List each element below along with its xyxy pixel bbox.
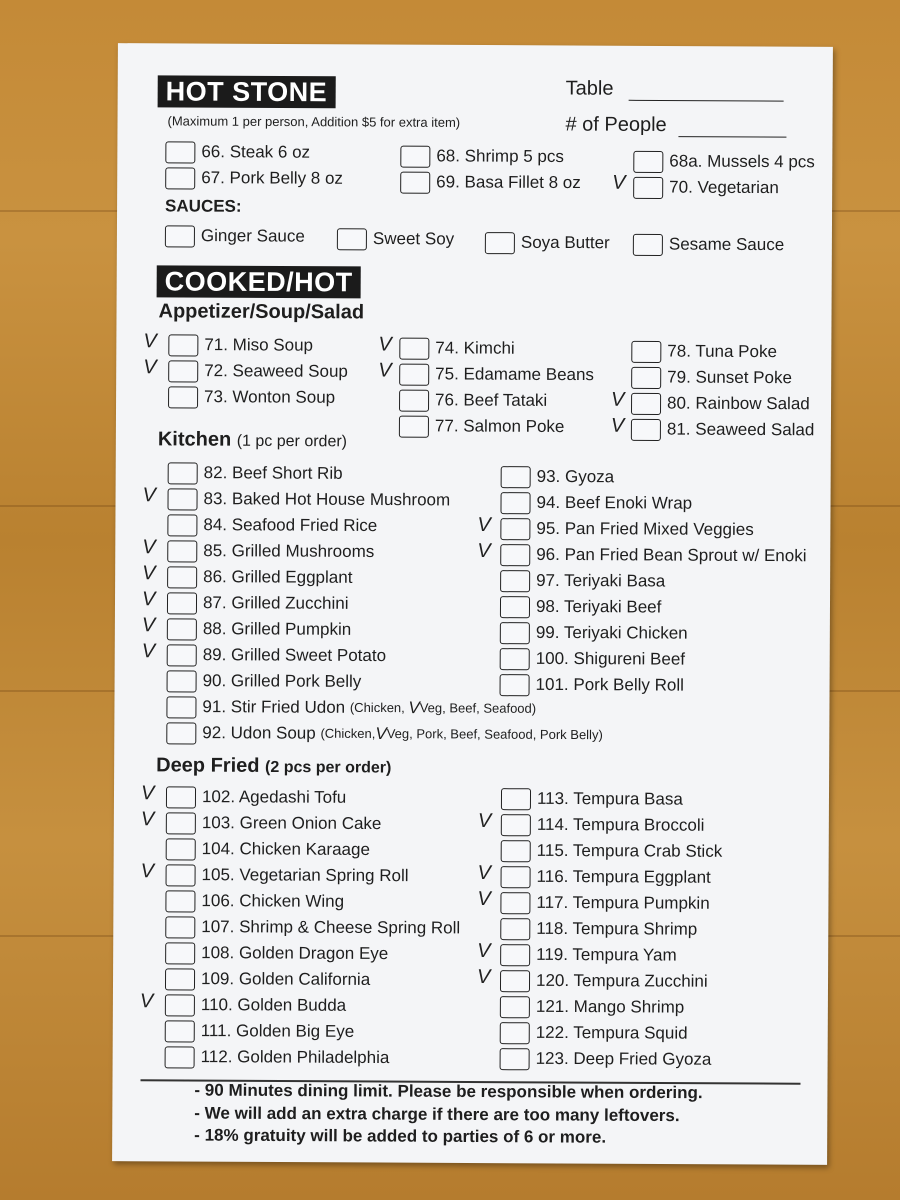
list-item[interactable]: 123. Deep Fried Gyoza	[500, 1046, 712, 1071]
checkbox[interactable]	[165, 1046, 195, 1068]
list-item[interactable]: 101. Pork Belly Roll	[500, 672, 684, 697]
checkbox[interactable]	[167, 670, 197, 692]
checkbox[interactable]	[167, 644, 197, 666]
list-item[interactable]: 112. Golden Philadelphia	[165, 1044, 390, 1069]
people-field[interactable]	[565, 113, 786, 137]
checkbox[interactable]	[485, 232, 515, 254]
checkbox[interactable]	[500, 518, 530, 540]
list-item[interactable]: 108. Golden Dragon Eye	[165, 940, 388, 965]
checkbox[interactable]	[500, 570, 530, 592]
veg-mark-icon: V	[143, 356, 157, 379]
checkbox[interactable]	[500, 970, 530, 992]
checkbox[interactable]	[337, 228, 367, 250]
checkbox[interactable]	[500, 596, 530, 618]
veg-mark-icon: V	[610, 414, 625, 437]
list-item[interactable]: 89. Grilled Sweet Potato	[167, 642, 386, 667]
table-field[interactable]	[566, 77, 784, 101]
checkbox[interactable]	[500, 492, 530, 514]
list-item[interactable]: 95. Pan Fried Mixed Veggies	[500, 516, 753, 541]
checkbox[interactable]	[167, 540, 197, 562]
checkbox[interactable]	[633, 233, 663, 255]
checkbox[interactable]	[168, 334, 198, 356]
checkbox[interactable]	[501, 840, 531, 862]
checkbox[interactable]	[399, 415, 429, 437]
veg-mark-icon: V	[476, 966, 491, 989]
checkbox[interactable]	[165, 141, 195, 163]
list-item[interactable]: 88. Grilled Pumpkin	[167, 616, 351, 641]
veg-mark-icon: V	[408, 698, 420, 718]
checkbox[interactable]	[631, 392, 661, 414]
checkbox[interactable]	[500, 648, 530, 670]
checkbox[interactable]	[168, 360, 198, 382]
list-item[interactable]: 66. Steak 6 oz	[165, 139, 310, 164]
list-item[interactable]: 106. Chicken Wing	[165, 888, 344, 913]
list-item[interactable]: 81. Seaweed Salad	[631, 417, 815, 442]
list-item[interactable]: 117. Tempura Pumpkin	[500, 890, 709, 915]
checkbox[interactable]	[501, 466, 531, 488]
list-item[interactable]: 102. Agedashi Tofu	[166, 784, 346, 809]
checkbox[interactable]	[165, 994, 195, 1016]
checkbox[interactable]	[167, 514, 197, 536]
list-item[interactable]: 100. Shigureni Beef	[500, 646, 685, 671]
checkbox[interactable]	[166, 786, 196, 808]
list-item[interactable]: 119. Tempura Yam	[500, 942, 677, 967]
checkbox[interactable]	[399, 337, 429, 359]
order-sheet	[112, 43, 833, 1165]
veg-mark-icon: V	[140, 808, 155, 831]
veg-mark-icon: V	[140, 782, 155, 805]
veg-mark-icon: V	[477, 940, 491, 963]
checkbox[interactable]	[166, 812, 196, 834]
list-item[interactable]: 114. Tempura Broccoli	[501, 812, 705, 837]
sauces-label: SAUCES:	[165, 196, 242, 216]
list-item[interactable]: 72. Seaweed Soup	[168, 358, 348, 383]
kitchen-title: Kitchen (1 pc per order)	[157, 428, 348, 451]
list-item[interactable]: 71. Miso Soup	[168, 332, 313, 357]
checkbox[interactable]	[165, 942, 195, 964]
checkbox[interactable]	[399, 389, 429, 411]
veg-mark-icon: V	[477, 862, 491, 885]
list-item[interactable]: 80. Rainbow Salad	[631, 391, 810, 416]
checkbox[interactable]	[166, 722, 196, 744]
list-item[interactable]: 99. Teriyaki Chicken	[500, 620, 688, 645]
veg-mark-icon: V	[611, 388, 625, 411]
veg-mark-icon: V	[142, 484, 156, 507]
people-label: # of People	[565, 113, 667, 137]
list-item[interactable]: 121. Mango Shrimp	[500, 994, 684, 1019]
list-item[interactable]: 87. Grilled Zucchini	[167, 590, 349, 615]
checkbox[interactable]	[165, 225, 195, 247]
checkbox[interactable]	[500, 1048, 530, 1070]
list-item[interactable]: 109. Golden California	[165, 966, 370, 991]
list-item[interactable]: 86. Grilled Eggplant	[167, 564, 352, 589]
checkbox[interactable]	[165, 1020, 195, 1042]
checkbox[interactable]	[500, 892, 530, 914]
checkbox[interactable]	[167, 618, 197, 640]
veg-mark-icon: V	[139, 990, 154, 1013]
hot-stone-heading: HOT STONE	[158, 75, 336, 108]
checkbox[interactable]	[500, 944, 530, 966]
checkbox[interactable]	[500, 918, 530, 940]
sauce-option[interactable]: Soya Butter	[485, 230, 610, 255]
veg-mark-icon: V	[142, 536, 156, 559]
checkbox[interactable]	[168, 386, 198, 408]
list-item[interactable]: 78. Tuna Poke	[631, 339, 777, 364]
deep-fried-title: Deep Fried (2 pcs per order)	[156, 754, 392, 777]
checkbox[interactable]	[165, 167, 195, 189]
list-item[interactable]: 105. Vegetarian Spring Roll	[166, 862, 409, 887]
list-item[interactable]: 116. Tempura Eggplant	[501, 864, 711, 889]
list-item[interactable]: 69. Basa Fillet 8 oz	[400, 170, 581, 195]
veg-mark-icon: V	[477, 810, 492, 833]
veg-mark-icon: V	[477, 888, 491, 911]
list-item[interactable]: 115. Tempura Crab Stick	[501, 838, 723, 863]
list-item[interactable]: 67. Pork Belly 8 oz	[165, 165, 343, 190]
list-item[interactable]: 96. Pan Fried Bean Sprout w/ Enoki	[500, 542, 806, 568]
checkbox[interactable]	[501, 866, 531, 888]
list-item[interactable]: 79. Sunset Poke	[631, 365, 792, 390]
veg-mark-icon: V	[140, 860, 154, 883]
checkbox[interactable]	[633, 150, 663, 172]
table-label: Table	[565, 77, 614, 100]
list-item[interactable]: 104. Chicken Karaage	[166, 836, 370, 861]
checkbox[interactable]	[631, 366, 661, 388]
veg-mark-icon: V	[378, 333, 392, 356]
list-item[interactable]: 107. Shrimp & Cheese Spring Roll	[165, 914, 460, 940]
checkbox[interactable]	[631, 340, 661, 362]
sauce-option[interactable]: Sesame Sauce	[633, 232, 784, 257]
checkbox[interactable]	[500, 622, 530, 644]
cooked-heading: COOKED/HOT	[157, 265, 361, 298]
veg-mark-icon: V	[477, 540, 491, 563]
veg-mark-icon: V	[141, 614, 156, 637]
list-item[interactable]: 73. Wonton Soup	[168, 384, 335, 409]
veg-mark-icon: V	[477, 514, 491, 537]
list-item[interactable]: 68. Shrimp 5 pcs	[400, 144, 564, 169]
checkbox[interactable]	[501, 814, 531, 836]
checkbox[interactable]	[633, 176, 663, 198]
list-item[interactable]: 103. Green Onion Cake	[166, 810, 382, 835]
checkbox[interactable]	[166, 696, 196, 718]
checkbox[interactable]	[500, 674, 530, 696]
footer-note: - We will add an extra charge if there are too many leftovers.	[194, 1103, 680, 1126]
checkbox[interactable]	[166, 838, 196, 860]
checkbox[interactable]	[399, 363, 429, 385]
checkbox[interactable]	[400, 145, 430, 167]
checkbox[interactable]	[168, 462, 198, 484]
veg-mark-icon: V	[375, 724, 387, 744]
list-item[interactable]: 91. Stir Fried Udon (Chicken, VVeg, Beef, Seafood)	[166, 694, 536, 720]
veg-mark-icon: V	[378, 359, 392, 382]
checkbox[interactable]	[167, 566, 197, 588]
checkbox[interactable]	[500, 996, 530, 1018]
list-item[interactable]: 75. Edamame Beans	[399, 362, 594, 387]
sauce-option[interactable]: Ginger Sauce	[165, 223, 305, 248]
list-item[interactable]: 74. Kimchi	[399, 336, 514, 361]
footer-note: - 18% gratuity will be added to parties of 6 or more.	[194, 1125, 607, 1147]
list-item[interactable]: 82. Beef Short Rib	[168, 460, 343, 485]
veg-mark-icon: V	[141, 588, 156, 611]
list-item[interactable]: 113. Tempura Basa	[501, 786, 683, 811]
list-item[interactable]: 98. Teriyaki Beef	[500, 594, 661, 619]
checkbox[interactable]	[165, 968, 195, 990]
list-item[interactable]: 110. Golden Budda	[165, 992, 346, 1017]
checkbox[interactable]	[631, 418, 661, 440]
checkbox[interactable]	[167, 592, 197, 614]
list-item[interactable]: 92. Udon Soup (Chicken,VVeg, Pork, Beef, Seafood, Pork Belly)	[166, 720, 603, 746]
list-item[interactable]: 122. Tempura Squid	[500, 1020, 688, 1045]
hot-stone-subtitle: (Maximum 1 per person, Addition $5 for extra item)	[167, 113, 461, 130]
list-item[interactable]: 97. Teriyaki Basa	[500, 568, 665, 593]
checkbox[interactable]	[166, 864, 196, 886]
list-item[interactable]: 76. Beef Tataki	[399, 388, 547, 413]
checkbox[interactable]	[167, 488, 197, 510]
checkbox[interactable]	[500, 1022, 530, 1044]
list-item[interactable]: 68a. Mussels 4 pcs	[633, 149, 815, 174]
list-item[interactable]: 84. Seafood Fried Rice	[167, 512, 377, 537]
veg-mark-icon: V	[141, 640, 156, 663]
list-item[interactable]: 93. Gyoza	[501, 464, 615, 489]
list-item[interactable]: 118. Tempura Shrimp	[500, 916, 697, 941]
checkbox[interactable]	[165, 916, 195, 938]
list-item[interactable]: 120. Tempura Zucchini	[500, 968, 708, 993]
sauce-option[interactable]: Sweet Soy	[337, 226, 454, 251]
list-item[interactable]: 111. Golden Big Eye	[165, 1018, 355, 1043]
list-item[interactable]: 90. Grilled Pork Belly	[167, 668, 362, 693]
checkbox[interactable]	[400, 171, 430, 193]
list-item[interactable]: 77. Salmon Poke	[399, 414, 565, 439]
footer-note: - 90 Minutes dining limit. Please be responsible when ordering.	[194, 1080, 703, 1103]
list-item[interactable]: 70. Vegetarian	[633, 175, 779, 200]
veg-mark-icon: V	[612, 171, 626, 194]
list-item[interactable]: 83. Baked Hot House Mushroom	[167, 486, 450, 511]
checkbox[interactable]	[165, 890, 195, 912]
list-item[interactable]: 85. Grilled Mushrooms	[167, 538, 374, 563]
checkbox[interactable]	[500, 544, 530, 566]
veg-mark-icon: V	[142, 562, 156, 585]
list-item[interactable]: 94. Beef Enoki Wrap	[500, 490, 692, 515]
veg-mark-icon: V	[143, 330, 157, 353]
checkbox[interactable]	[501, 788, 531, 810]
appetizer-title: Appetizer/Soup/Salad	[158, 300, 365, 324]
